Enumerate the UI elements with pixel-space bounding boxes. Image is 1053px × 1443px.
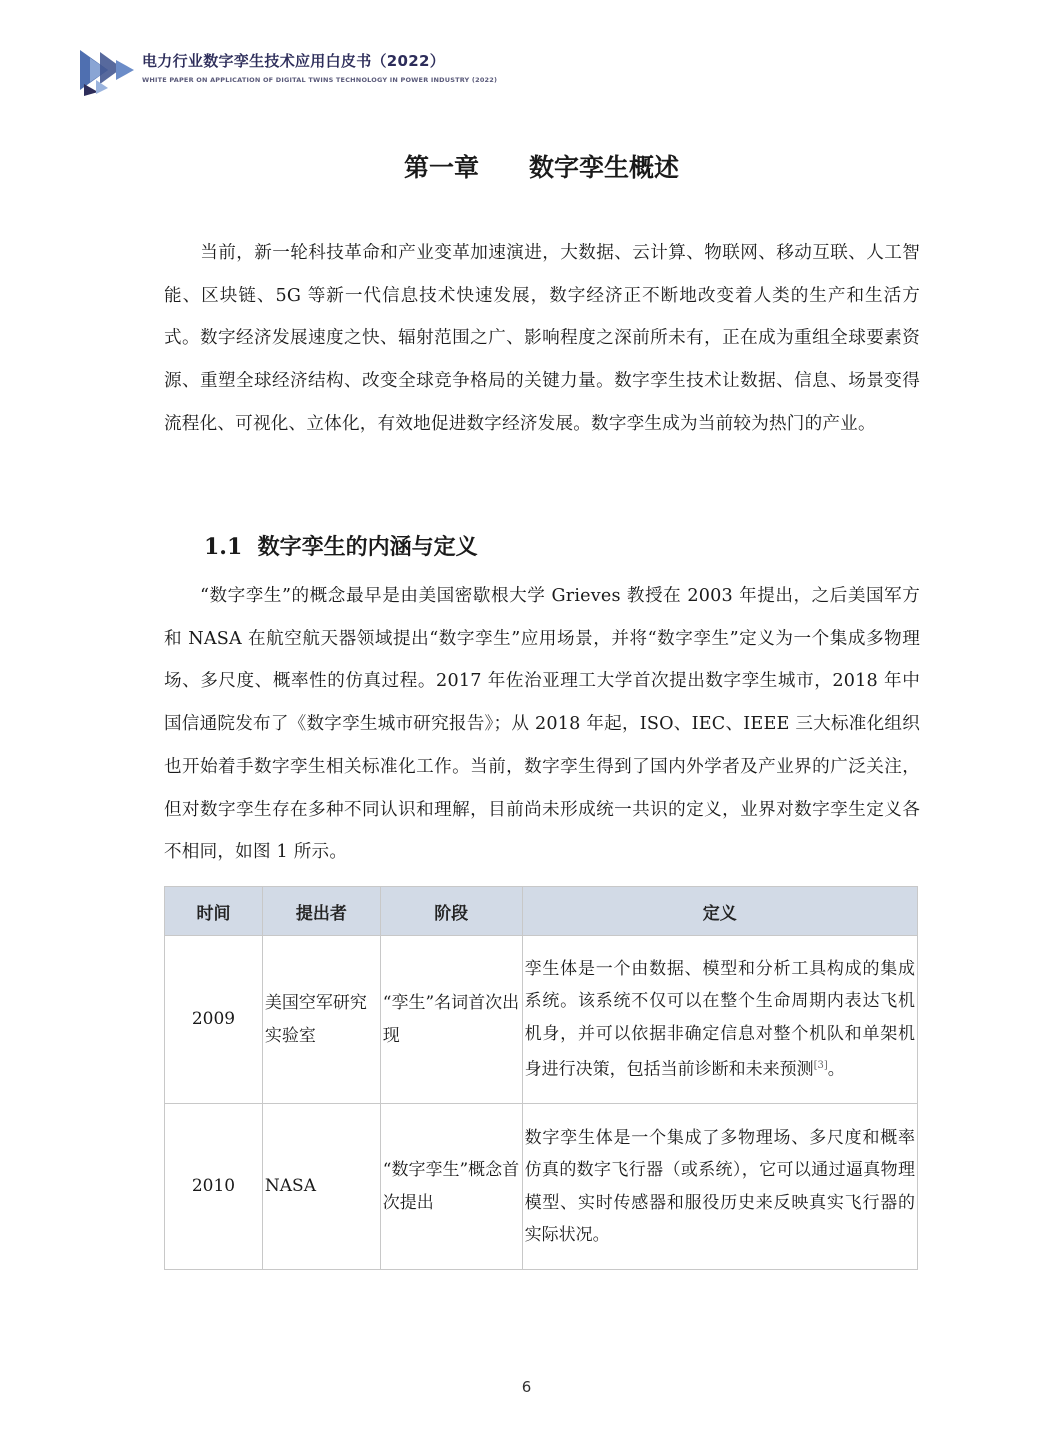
table-row	[165, 1104, 918, 1270]
definition-text: 孪生体是一个由数据、模型和分析工具构成的集成系统。该系统不仅可以在整个生命周期内表达飞机机身，并可以依据非确定信息对整个机队和单架机身进行决策，包括当前诊断和未来预测	[524, 958, 915, 1080]
definition-end: 。	[827, 1059, 845, 1080]
section-number: 1.1	[204, 534, 243, 560]
section-paragraph	[164, 575, 920, 874]
table-row	[165, 936, 918, 1104]
page-number: 6	[521, 1378, 532, 1396]
table-header-row	[165, 887, 918, 936]
header-cell-stage: 阶段	[380, 887, 522, 936]
cell-stage: “数字孪生”概念首次提出	[380, 1104, 522, 1270]
cell-definition	[522, 936, 917, 1104]
cell-stage: “孪生”名词首次出现	[380, 936, 522, 1104]
intro-paragraph	[164, 232, 920, 446]
cell-year: 2009	[165, 936, 263, 1104]
intro-paragraph-text: 当前，新一轮科技革命和产业变革加速演进，大数据、云计算、物联网、移动互联、人工智能、区块链、5G 等新一代信息技术快速发展，数字经济正不断地改变着人类的生产和生活方式。数字经济发展速度之快、辐射范围之广、影响程度之深前所未有，正在成为重组全球要素资源、重塑全球经济结构、改变全球竞争格局的关键力量。数字孪生技术让数据、信息、场景变得流程化、可视化、立体化，有效地促进数字经济发展。数字孪生成为当前较为热门的产业。	[164, 243, 920, 434]
header-cell-proposer: 提出者	[262, 887, 380, 936]
cell-proposer: NASA	[262, 1104, 380, 1270]
header-cell-time: 时间	[165, 887, 263, 936]
definition-table	[164, 886, 918, 1270]
header-subtitle: WHITE PAPER ON APPLICATION OF DIGITAL TWINS TECHNOLOGY IN POWER INDUSTRY (2022)	[142, 76, 498, 84]
section-heading	[204, 530, 478, 561]
header-cell-definition: 定义	[522, 887, 917, 936]
reference-mark: [3]	[813, 1060, 828, 1072]
chapter-title: 第一章 数字孪生概述	[403, 153, 679, 182]
section-title: 数字孪生的内涵与定义	[257, 535, 478, 560]
section-paragraph-text: “数字孪生”的概念最早是由美国密歇根大学 Grieves 教授在 2003 年提出，之后美国军方和 NASA 在航空航天器领域提出“数字孪生”应用场景，并将“数字孪生”定义为一个集成多物理场、多尺度、概率性的仿真过程。2017 年佐治亚理工大学首次提出数字孪生城市，2018 年中国信通院发布了《数字孪生城市研究报告》；从 2018 年起，ISO、IEC、IEEE 三大标准化组织也开始着手数字孪生相关标准化工作。当前，数字孪生得到了国内外学者及产业界的广泛关注，但对数字孪生存在多种不同认识和理解，目前尚未形成统一共识的定义，业界对数字孪生定义各不相同，如图 1 所示。	[164, 586, 920, 863]
cell-proposer: 美国空军研究实验室	[262, 936, 380, 1104]
cell-year: 2010	[165, 1104, 263, 1270]
cell-definition: 数字孪生体是一个集成了多物理场、多尺度和概率仿真的数字飞行器（或系统），它可以通过逼真物理模型、实时传感器和服役历史来反映真实飞行器的实际状况。	[522, 1104, 917, 1270]
document-header	[78, 44, 498, 96]
header-title: 电力行业数字孪生技术应用白皮书（2022）	[142, 52, 446, 70]
play-triangles-logo-icon	[78, 44, 136, 96]
